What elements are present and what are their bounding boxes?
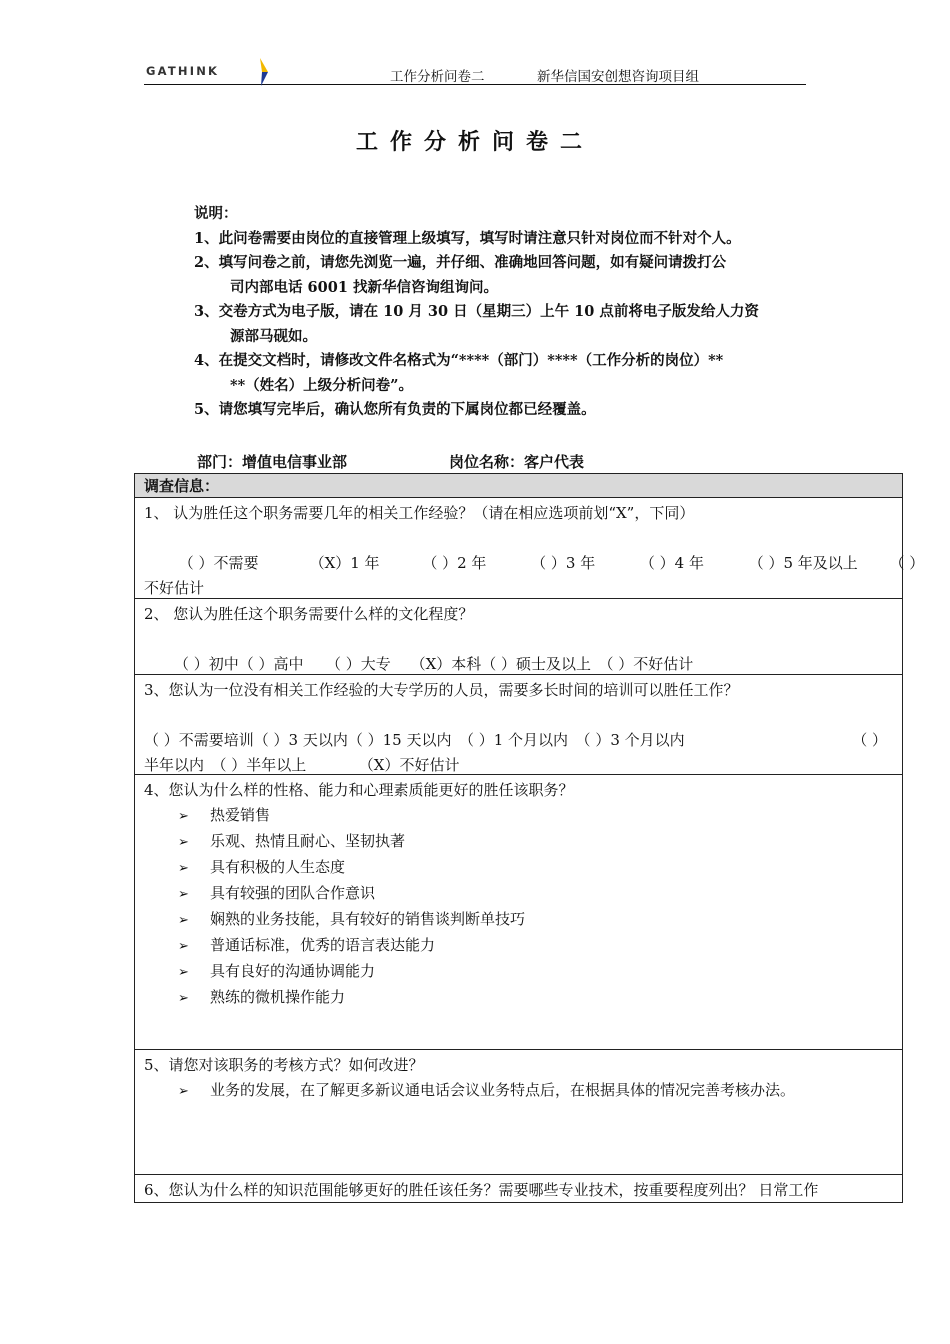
q1-option-1yr[interactable]: （X）1 年: [309, 554, 380, 572]
position-label: 岗位名称：客户代表: [449, 453, 585, 471]
q1-option-3yr[interactable]: （ ）3 年: [531, 554, 596, 572]
question-4-list: [144, 803, 893, 1011]
bullet-text: 具有良好的沟通协调能力: [210, 962, 376, 980]
q1-option-unknown-label: 不好估计: [144, 579, 205, 597]
section-header: 调查信息：: [135, 474, 902, 498]
question-4-cell: [135, 775, 902, 1050]
question-4: 4、您认为什么样的性格、能力和心理素质能更好的胜任该职务？: [144, 781, 574, 799]
instruction-2-cont: 司内部电话 6001 找新华信咨询组询问。: [230, 278, 498, 296]
header-org: 新华信国安创想咨询项目组: [537, 69, 699, 85]
bullet-text: 普通话标准，优秀的语言表达能力: [210, 936, 436, 954]
document-title: 工作分析问卷二: [355, 129, 594, 155]
logo-icon: [258, 58, 272, 88]
question-5-cell: [135, 1050, 902, 1175]
arrow-bullet-icon: ➢: [178, 1084, 189, 1099]
instruction-5: 5、请您填写完毕后，确认您所有负责的下属岗位都已经覆盖。: [194, 401, 596, 418]
question-3-cell: [135, 675, 902, 775]
question-2: 2、 您认为胜任这个职务需要什么样的文化程度？: [144, 605, 474, 623]
question-1: 1、 认为胜任这个职务需要几年的相关工作经验？（请在相应选项前划“X”，下同）: [144, 504, 695, 522]
question-6: 6、您认为什么样的知识范围能够更好的胜任该任务？需要哪些专业技术，按重要程度列出？ 日常工作: [144, 1181, 819, 1199]
department-label: 部门：增值电信事业部: [197, 453, 348, 471]
q3-options-cont[interactable]: 半年以内 （ ）半年以上 （X）不好估计: [144, 756, 460, 774]
bullet-text: 具有较强的团队合作意识: [210, 884, 376, 902]
bullet-item: [144, 985, 893, 1011]
instructions: [194, 202, 834, 423]
arrow-bullet-icon: ➢: [178, 939, 189, 954]
bullet-item: [144, 881, 893, 907]
question-1-options: [144, 551, 925, 576]
arrow-bullet-icon: ➢: [178, 887, 189, 902]
q1-option-unknown[interactable]: （ ）: [889, 554, 925, 572]
question-3-options: [144, 728, 893, 753]
arrow-bullet-icon: ➢: [178, 991, 189, 1006]
arrow-bullet-icon: ➢: [178, 913, 189, 928]
question-5-list: [144, 1078, 893, 1104]
dept-line: [197, 451, 585, 472]
question-1-cell: [135, 498, 925, 599]
q1-option-2yr[interactable]: （ ）2 年: [422, 554, 487, 572]
arrow-bullet-icon: ➢: [178, 835, 189, 850]
instruction-1: 1、此问卷需要由岗位的直接管理上级填写，填写时请注意只针对岗位而不针对个人。: [194, 229, 741, 247]
bullet-item: [144, 959, 893, 985]
header-title: 工作分析问卷二: [390, 69, 485, 85]
q3-option-halfyear[interactable]: （ ）: [852, 731, 887, 749]
q1-option-5yr[interactable]: （ ）5 年及以上: [748, 554, 858, 572]
bullet-text: 乐观、热情且耐心、坚韧执著: [210, 832, 406, 850]
question-2-cell: [135, 599, 902, 675]
instruction-2: 2、填写问卷之前，请您先浏览一遍，并仔细、准确地回答问题，如有疑问请拨打公: [194, 254, 727, 271]
bullet-item: [144, 803, 893, 829]
bullet-item: [144, 907, 893, 933]
bullet-text: 熟练的微机操作能力: [210, 988, 346, 1006]
q1-option-4yr[interactable]: （ ）4 年: [639, 554, 704, 572]
bullet-text: 业务的发展，在了解更多新议通电话会议业务特点后，在根据具体的情况完善考核办法。: [210, 1081, 796, 1099]
bullet-text: 娴熟的业务技能，具有较好的销售谈判断单技巧: [210, 910, 526, 928]
instruction-3-cont: 源部马砚如。: [230, 327, 317, 345]
question-5: 5、请您对该职务的考核方式？如何改进？: [144, 1056, 424, 1074]
bullet-text: 热爱销售: [210, 806, 271, 824]
instruction-3: 3、交卷方式为电子版，请在 10 月 30 日（星期三）上午 10 点前将电子版发给人力资: [194, 303, 759, 320]
bullet-item: [144, 829, 893, 855]
page-header: [144, 58, 806, 85]
bullet-text: 具有积极的人生态度: [210, 858, 346, 876]
q3-options-line[interactable]: （ ）不需要培训（ ）3 天以内（ ）15 天以内 （ ）1 个月以内 （ ）3 个月以内: [144, 731, 685, 749]
bullet-item: [144, 1078, 893, 1104]
survey-table: [134, 473, 925, 1203]
arrow-bullet-icon: ➢: [178, 809, 189, 824]
instruction-4-cont: **（姓名）上级分析问卷”。: [230, 376, 414, 394]
question-2-options[interactable]: （ ）初中（ ）高中 （ ）大专 （X）本科（ ）硕士及以上 （ ）不好估计: [174, 655, 694, 673]
bullet-item: [144, 855, 893, 881]
bullet-item: [144, 933, 893, 959]
question-6-cell: [135, 1175, 902, 1202]
arrow-bullet-icon: ➢: [178, 965, 189, 980]
company-logo-text: GATHINK: [146, 64, 220, 78]
instructions-heading: 说明：: [194, 205, 238, 222]
question-3: 3、您认为一位没有相关工作经验的大专学历的人员，需要多长时间的培训可以胜任工作？: [144, 681, 739, 699]
instruction-4: 4、在提交文档时，请修改文件名格式为“****（部门）****（工作分析的岗位）**: [194, 352, 724, 369]
q1-option-none[interactable]: （ ）不需要: [178, 554, 259, 572]
arrow-bullet-icon: ➢: [178, 861, 189, 876]
